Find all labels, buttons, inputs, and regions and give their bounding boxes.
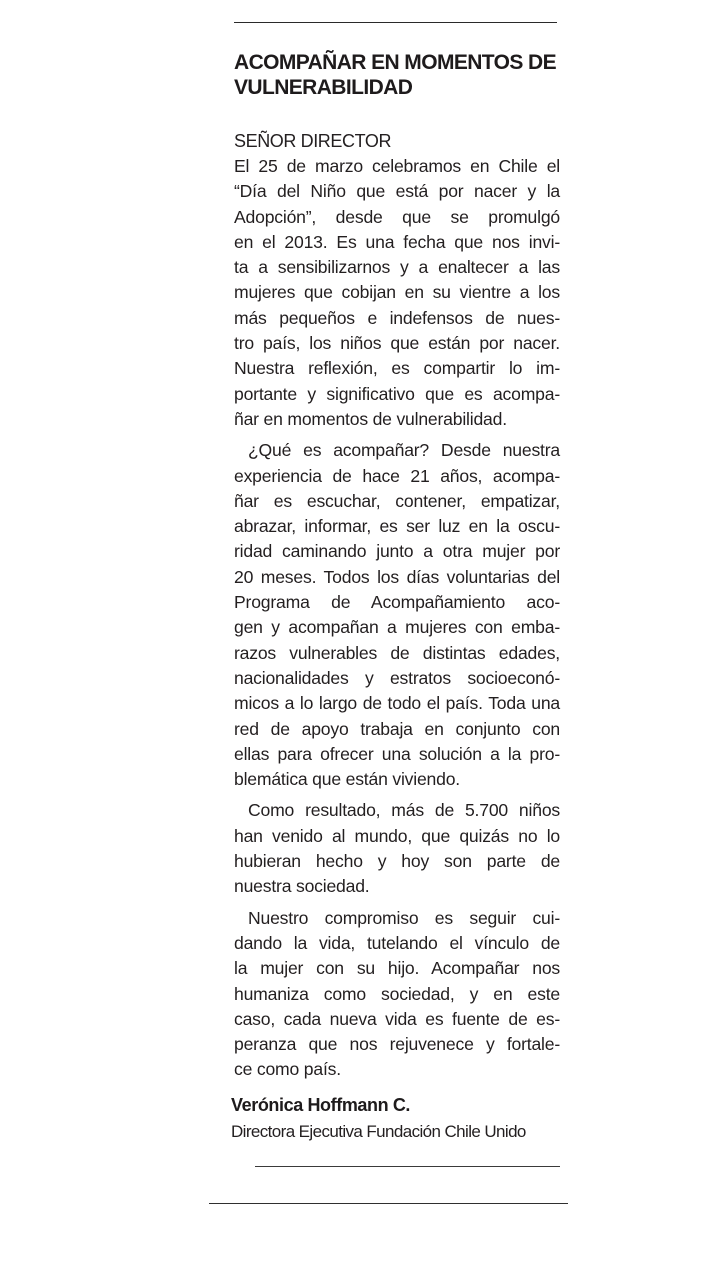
text-line: gen y acompañan a mujeres con emba- [234,617,560,638]
page-divider [209,1203,568,1204]
text-line: más pequeños e indefensos de nues- [234,307,560,328]
text-line: ¿Qué es acompañar? Desde nuestra [248,440,560,461]
salutation: SEÑOR DIRECTOR [234,131,392,151]
text-line: hubieran hecho y hoy son parte de [234,851,560,872]
text-line: blemática que están viviendo. [234,769,460,790]
text-line: ridad caminando junto a otra mujer por [234,541,560,562]
headline-line: VULNERABILIDAD [234,76,413,99]
text-line: “Día del Niño que está por nacer y la [234,181,560,202]
text-line: portante y significativo que es acompa- [234,383,560,404]
author-name: Verónica Hoffmann C. [231,1095,411,1115]
text-line: caso, cada nueva vida es fuente de es- [234,1008,560,1029]
text-line: ñar es escuchar, contener, empatizar, [234,490,560,511]
author-affiliation: Directora Ejecutiva Fundación Chile Unido [231,1122,526,1141]
text-line: Nuestra reflexión, es compartir lo im- [234,358,560,379]
text-line: abrazar, informar, es ser luz en la oscu- [234,516,560,537]
text-line: Programa de Acompañamiento aco- [234,592,560,613]
text-line: 20 meses. Todos los días voluntarias del [234,566,560,587]
text-line: experiencia de hace 21 años, acompa- [234,465,560,486]
article-headline [234,50,564,100]
text-line: la mujer con su hijo. Acompañar nos [234,958,560,979]
top-divider [234,22,557,23]
paragraph [234,154,560,432]
text-line: nuestra sociedad. [234,876,370,897]
text-line: Adopción”, desde que se promulgó [234,206,560,227]
text-line: ellas para ofrecer una solución a la pro- [234,743,560,764]
text-line: dando la vida, tutelando el vínculo de [234,932,560,953]
text-line: micos a lo largo de todo el país. Toda una [234,693,560,714]
text-line: han venido al mundo, que quizás no lo [234,825,560,846]
text-line: red de apoyo trabaja en conjunto con [234,718,560,739]
headline-line: ACOMPAÑAR EN MOMENTOS DE [234,51,557,74]
bottom-divider [255,1166,560,1167]
letter-body [234,154,560,1089]
paragraph [234,798,560,899]
text-line: peranza que nos rejuvenece y fortale- [234,1034,560,1055]
text-line: humaniza como sociedad, y en este [234,983,560,1004]
text-line: en el 2013. Es una fecha que nos invi- [234,231,560,252]
text-line: El 25 de marzo celebramos en Chile el [234,156,560,176]
paragraph [234,438,560,792]
text-line: Como resultado, más de 5.700 niños [248,800,560,821]
text-line: mujeres que cobijan en su vientre a los [234,282,560,303]
text-line: ñar en momentos de vulnerabilidad. [234,408,507,429]
text-line: nacionalidades y estratos socioeconó- [234,667,560,688]
text-line: tro país, los niños que están por nacer. [234,333,560,354]
text-line: razos vulnerables de distintas edades, [234,642,560,663]
paragraph [234,906,560,1083]
text-line: Nuestro compromiso es seguir cui- [248,907,560,928]
text-line: ta a sensibilizarnos y a enaltecer a las [234,257,560,278]
text-line: ce como país. [234,1059,341,1080]
